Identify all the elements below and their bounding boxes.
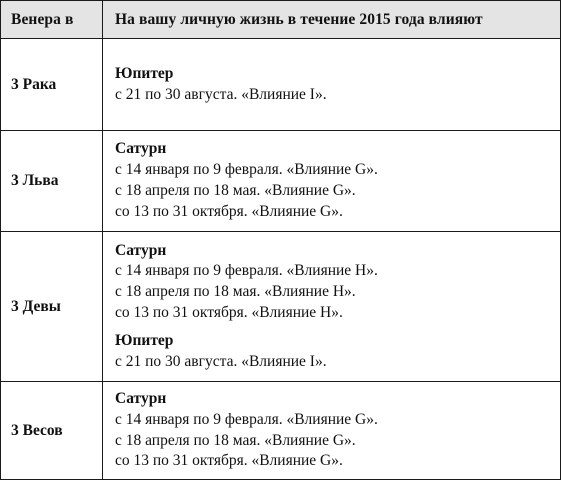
influence-period: с 14 января по 9 февраля. «Влияние G». <box>115 410 378 428</box>
planet-name: Юпитер <box>115 64 174 82</box>
table-row <box>1 382 561 480</box>
venus-sign-cell: 3 Весов <box>1 382 103 480</box>
header-venus-sign: Венера в <box>1 1 103 39</box>
header-influences: На вашу личную жизнь в течение 2015 года влияют <box>103 1 561 39</box>
venus-sign-cell: 3 Рака <box>1 39 103 131</box>
influence-period: со 13 по 31 октября. «Влияние G». <box>115 452 343 470</box>
table-row <box>1 131 561 232</box>
influence-period: с 21 по 30 августа. «Влияние I». <box>115 85 327 103</box>
influence-cell <box>103 131 561 232</box>
planet-group <box>115 389 560 472</box>
venus-sign-cell: 3 Девы <box>1 232 103 382</box>
table-header-row <box>1 1 561 39</box>
influence-period: с 18 апреля по 18 мая. «Влияние G». <box>115 431 356 449</box>
influence-period: со 13 по 31 октября. «Влияние H». <box>115 304 343 321</box>
planet-name: Сатурн <box>115 389 167 407</box>
venus-sign-cell: 3 Льва <box>1 131 103 232</box>
influence-cell <box>103 39 561 131</box>
influence-cell <box>103 232 561 382</box>
influence-period: со 13 по 31 октября. «Влияние G». <box>115 202 343 220</box>
influence-cell <box>103 382 561 480</box>
planet-group <box>115 241 560 324</box>
influence-period: с 14 января по 9 февраля. «Влияние H». <box>115 262 378 280</box>
planet-group <box>115 64 560 106</box>
planet-name: Юпитер <box>115 331 174 349</box>
planet-group <box>115 331 560 373</box>
table-row <box>1 232 561 382</box>
planet-group <box>115 139 560 222</box>
table-row <box>1 39 561 131</box>
planet-name: Сатурн <box>115 241 167 259</box>
influence-period: с 14 января по 9 февраля. «Влияние G». <box>115 161 378 179</box>
influence-period: с 21 по 30 августа. «Влияние I». <box>115 352 327 370</box>
influence-period: с 18 апреля по 18 мая. «Влияние H». <box>115 283 356 301</box>
influence-period: с 18 апреля по 18 мая. «Влияние G». <box>115 182 356 199</box>
planet-name: Сатурн <box>115 140 167 158</box>
